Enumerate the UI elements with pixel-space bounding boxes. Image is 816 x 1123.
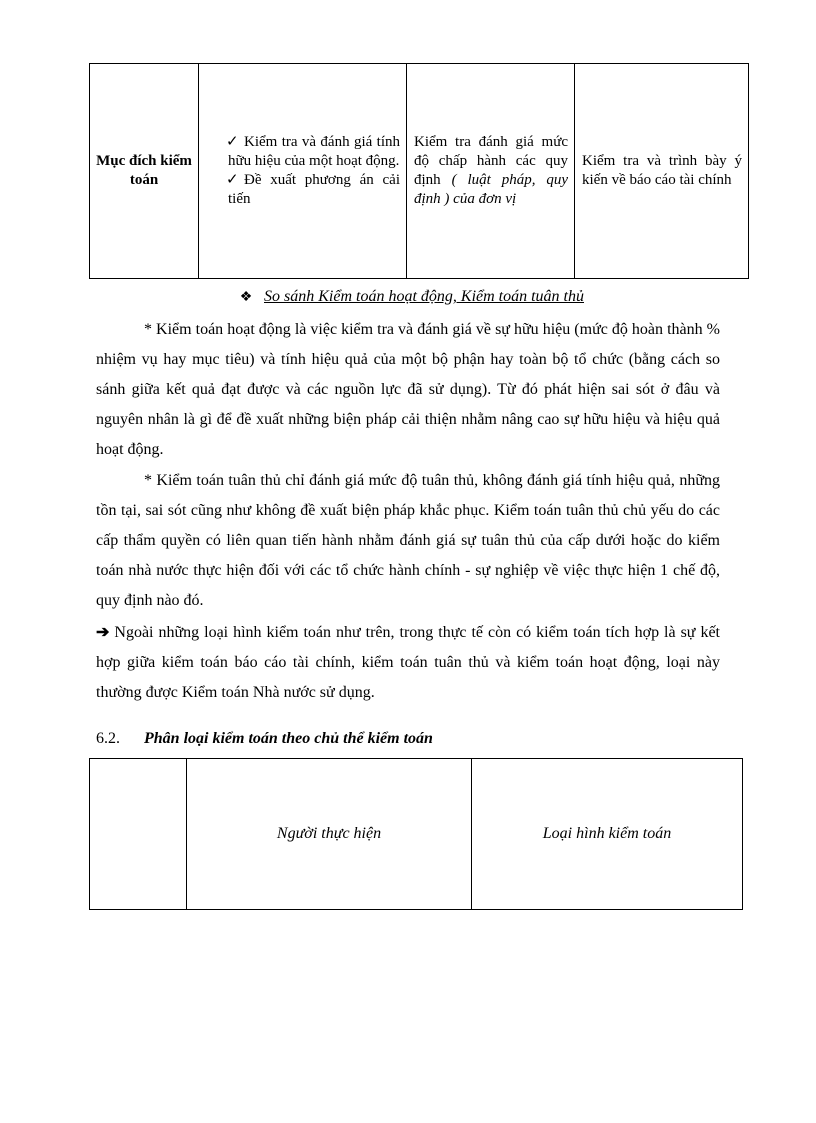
list-item: ✓ Đề xuất phương án cải tiến	[226, 172, 400, 207]
section-heading	[96, 729, 433, 749]
row-label: Mục đích kiểm toán	[96, 153, 192, 188]
integrated-audit-paragraph: ➔ Ngoài những loại hình kiểm toán như trên, trong thực tế còn có kiểm toán tích hợp là sự kết hợp giữa kiểm toán báo cáo tài chính, kiểm toán tuân thủ và kiểm toán hoạt động, loại này thường được Kiểm toán Nhà nước sử dụng.	[96, 624, 720, 701]
operational-audit-purpose-cell	[199, 64, 407, 279]
section-number: 6.2.	[96, 730, 120, 747]
section-title: Phân loại kiểm toán theo chủ thể kiểm toán	[144, 730, 433, 747]
table-cell-empty	[90, 759, 187, 910]
compliance-audit-purpose-cell: Kiểm tra đánh giá mức độ chấp hành các quy định ( luật pháp, quy định ) của đơn vị	[407, 64, 575, 279]
comparison-subheading: ❖ So sánh Kiểm toán hoạt động, Kiểm toán tuân thủ	[0, 287, 816, 308]
check-icon: ✓	[226, 134, 239, 150]
row-label-cell	[90, 64, 199, 279]
list-item: ✓ Kiểm tra và đánh giá tính hữu hiệu của một hoạt động.	[226, 134, 400, 169]
table-row	[90, 64, 749, 279]
audit-subject-table	[89, 758, 743, 910]
audit-purpose-table	[89, 63, 749, 279]
arrow-right-icon: ➔	[96, 624, 110, 641]
compliance-audit-paragraph: * Kiểm toán tuân thủ chỉ đánh giá mức độ tuân thủ, không đánh giá tính hiệu quả, những tồn tại, sai sót cũng như không đề xuất biện pháp khắc phục. Kiểm toán tuân thủ chủ yếu do các cấp thẩm quyền có liên quan tiến hành nhằm đánh giá sự tuân thủ của cấp dưới hoặc do kiểm toán nhà nước thực hiện đối với các tổ chức hành chính - sự nghiệp về việc thực hiện 1 chế độ, quy định nào đó.	[96, 472, 720, 609]
table-row	[90, 759, 743, 910]
column-header-performer: Người thực hiện	[187, 759, 472, 910]
diamond-bullet-icon: ❖	[239, 290, 253, 305]
financial-audit-purpose-cell: Kiểm tra và trình bày ý kiến về báo cáo tài chính	[575, 64, 749, 279]
column-header-audit-type: Loại hình kiểm toán	[472, 759, 743, 910]
check-icon: ✓	[226, 172, 239, 188]
operational-audit-paragraph: * Kiểm toán hoạt động là việc kiểm tra và đánh giá về sự hữu hiệu (mức độ hoàn thành % nhiệm vụ hay mục tiêu) và tính hiệu quả của một bộ phận hay toàn bộ tổ chức (bằng cách so sánh giữa kết quả đạt được và các nguồn lực đã sử dụng). Từ đó phát hiện sai sót ở đâu và nguyên nhân là gì để đề xuất những biện pháp cải thiện nhằm nâng cao sự hữu hiệu và hiệu quả hoạt động.	[96, 321, 720, 458]
